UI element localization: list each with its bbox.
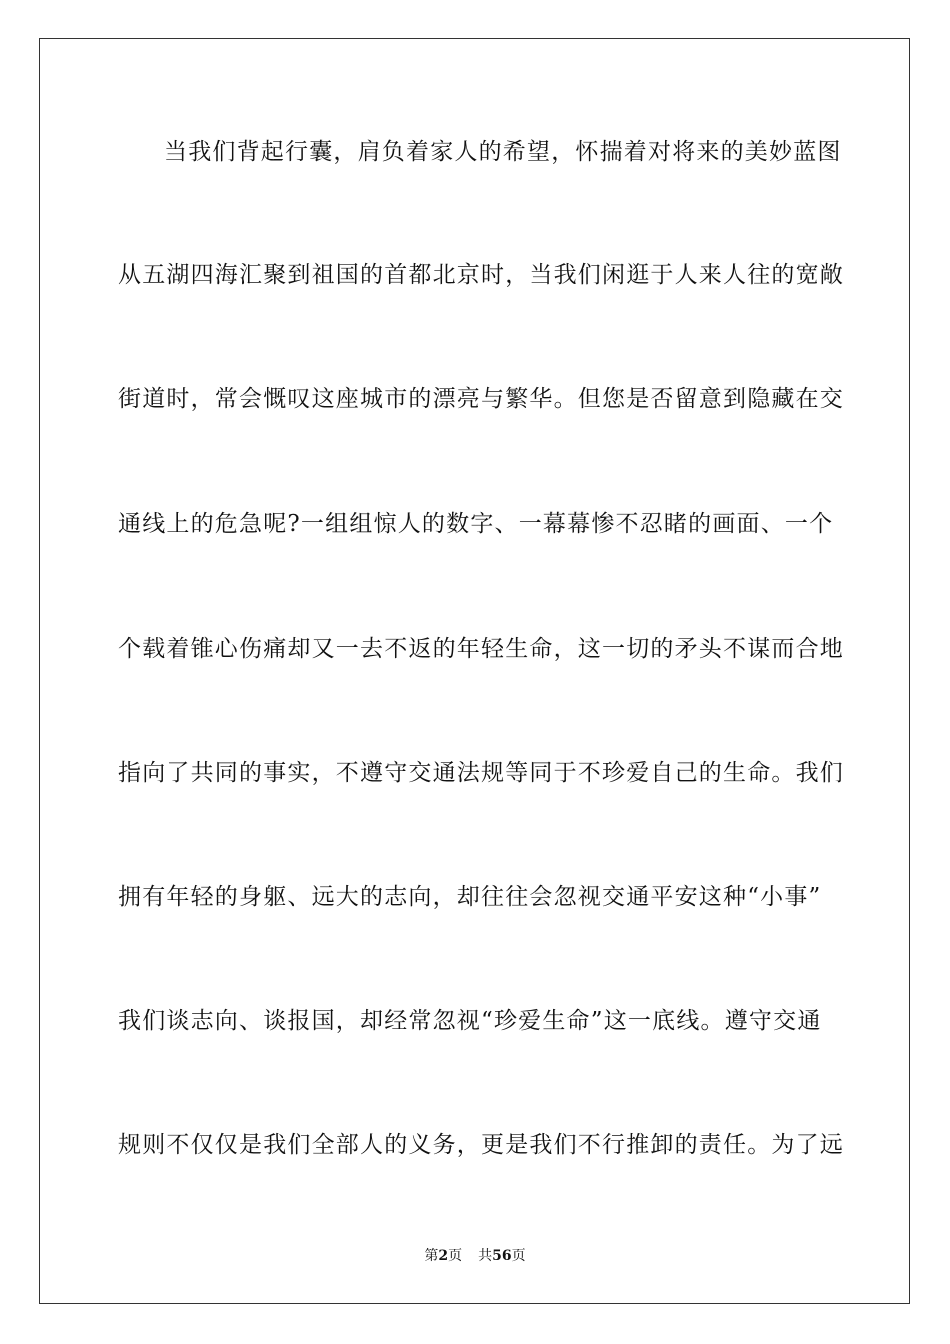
paragraph-line-8: 我们谈志向、谈报国，却经常忽视“珍爱生命”这一底线。遵守交通 [118, 1008, 822, 1034]
paragraph-line-4: 通线上的危急呢?一组组惊人的数字、一幕幕惨不忍睹的画面、一个 [118, 511, 834, 537]
page-footer [0, 1246, 950, 1266]
paragraph-line-9: 规则不仅仅是我们全部人的义务，更是我们不行推卸的责任。为了远 [118, 1132, 844, 1158]
paragraph-line-2: 从五湖四海汇聚到祖国的首都北京时，当我们闲逛于人来人往的宽敞 [118, 262, 844, 288]
page-border [39, 38, 910, 1304]
paragraph-line-5: 个载着锥心伤痛却又一去不返的年轻生命，这一切的矛头不谋而合地 [118, 636, 844, 662]
page-number-label: 第2页 [424, 1248, 463, 1264]
paragraph-line-6: 指向了共同的事实，不遵守交通法规等同于不珍爱自己的生命。我们 [118, 760, 844, 786]
paragraph-line-7: 拥有年轻的身躯、远大的志向，却往往会忽视交通平安这种“小事” [118, 884, 822, 910]
paragraph-line-3: 街道时，常会慨叹这座城市的漂亮与繁华。但您是否留意到隐藏在交 [118, 386, 844, 412]
page-total-label: 共56页 [478, 1248, 526, 1264]
paragraph-line-1: 当我们背起行囊，肩负着家人的希望，怀揣着对将来的美妙蓝图 [164, 139, 842, 165]
